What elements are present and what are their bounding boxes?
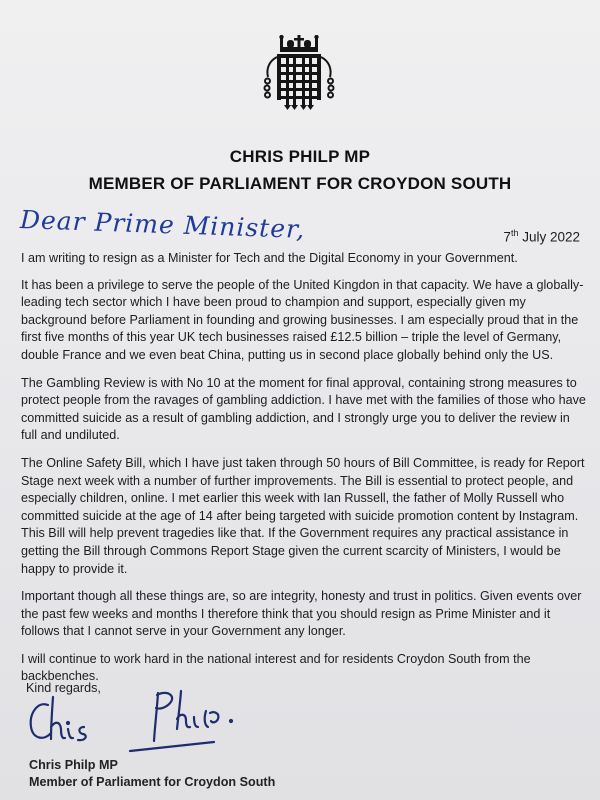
signatory-title: Member of Parliament for Croydon South bbox=[29, 775, 276, 789]
handwritten-salutation: Dear Prime Minister, bbox=[19, 205, 306, 244]
paragraph: It has been a privilege to serve the people of the United Kingdon in that capacity. We have a globally-leading tech sector which I have been proud to champion and support, especially given my background before Parliament in founding and growing businesses. I am especially proud that in the first five months of this year UK tech businesses raised £12.5 billion – triple the level of Germany, double France and we even beat China, putting us in second place globally behind only the US. bbox=[21, 277, 584, 362]
letterhead-name: CHRIS PHILP MP bbox=[229, 147, 371, 166]
letter-date: 7th July 2022 bbox=[503, 228, 580, 245]
letterhead-title: MEMBER OF PARLIAMENT FOR CROYDON SOUTH bbox=[88, 174, 512, 193]
paragraph: The Online Safety Bill, which I have just taken through 50 hours of Bill Committee, is ready for Report Stage next week with a number of further improvements. The Bill is essential to protect people, and especially children, online. I met earlier this week with Ian Russell, the father of Molly Russell who committed suicide at the age of 14 after being targeted with suicide promotion content by Instagram. This Bill will help prevent tragedies like that. If the Government requires any practical assistance in getting the Bill through Commons Report Stage given the current scarcity of Ministers, I would be happy to provide it. bbox=[21, 455, 585, 576]
signatory-name: Chris Philp MP bbox=[29, 758, 118, 772]
handwritten-signature bbox=[26, 683, 266, 755]
letter-body bbox=[21, 250, 587, 696]
closing: Kind regards, bbox=[26, 681, 101, 695]
paragraph: I am writing to resign as a Minister for Tech and the Digital Economy in your Government. bbox=[21, 251, 518, 265]
paragraph: The Gambling Review is with No 10 at the moment for final approval, containing strong measures to protect people from the ravages of gambling addiction. I have met with the families of those who have committed suicide as a result of gambling addiction, and I strongly urge you to deliver the review in full and undiluted. bbox=[21, 375, 586, 443]
portcullis-icon bbox=[263, 35, 335, 111]
paragraph: I will continue to work hard in the national interest and for residents Croydon South from the backbenches. bbox=[21, 651, 531, 684]
paragraph: Important though all these things are, so are integrity, honesty and trust in politics. Given events over the past few weeks and months I therefore think that you should resign as Prime Minister and it follows that I cannot serve in your Government any longer. bbox=[21, 589, 582, 639]
